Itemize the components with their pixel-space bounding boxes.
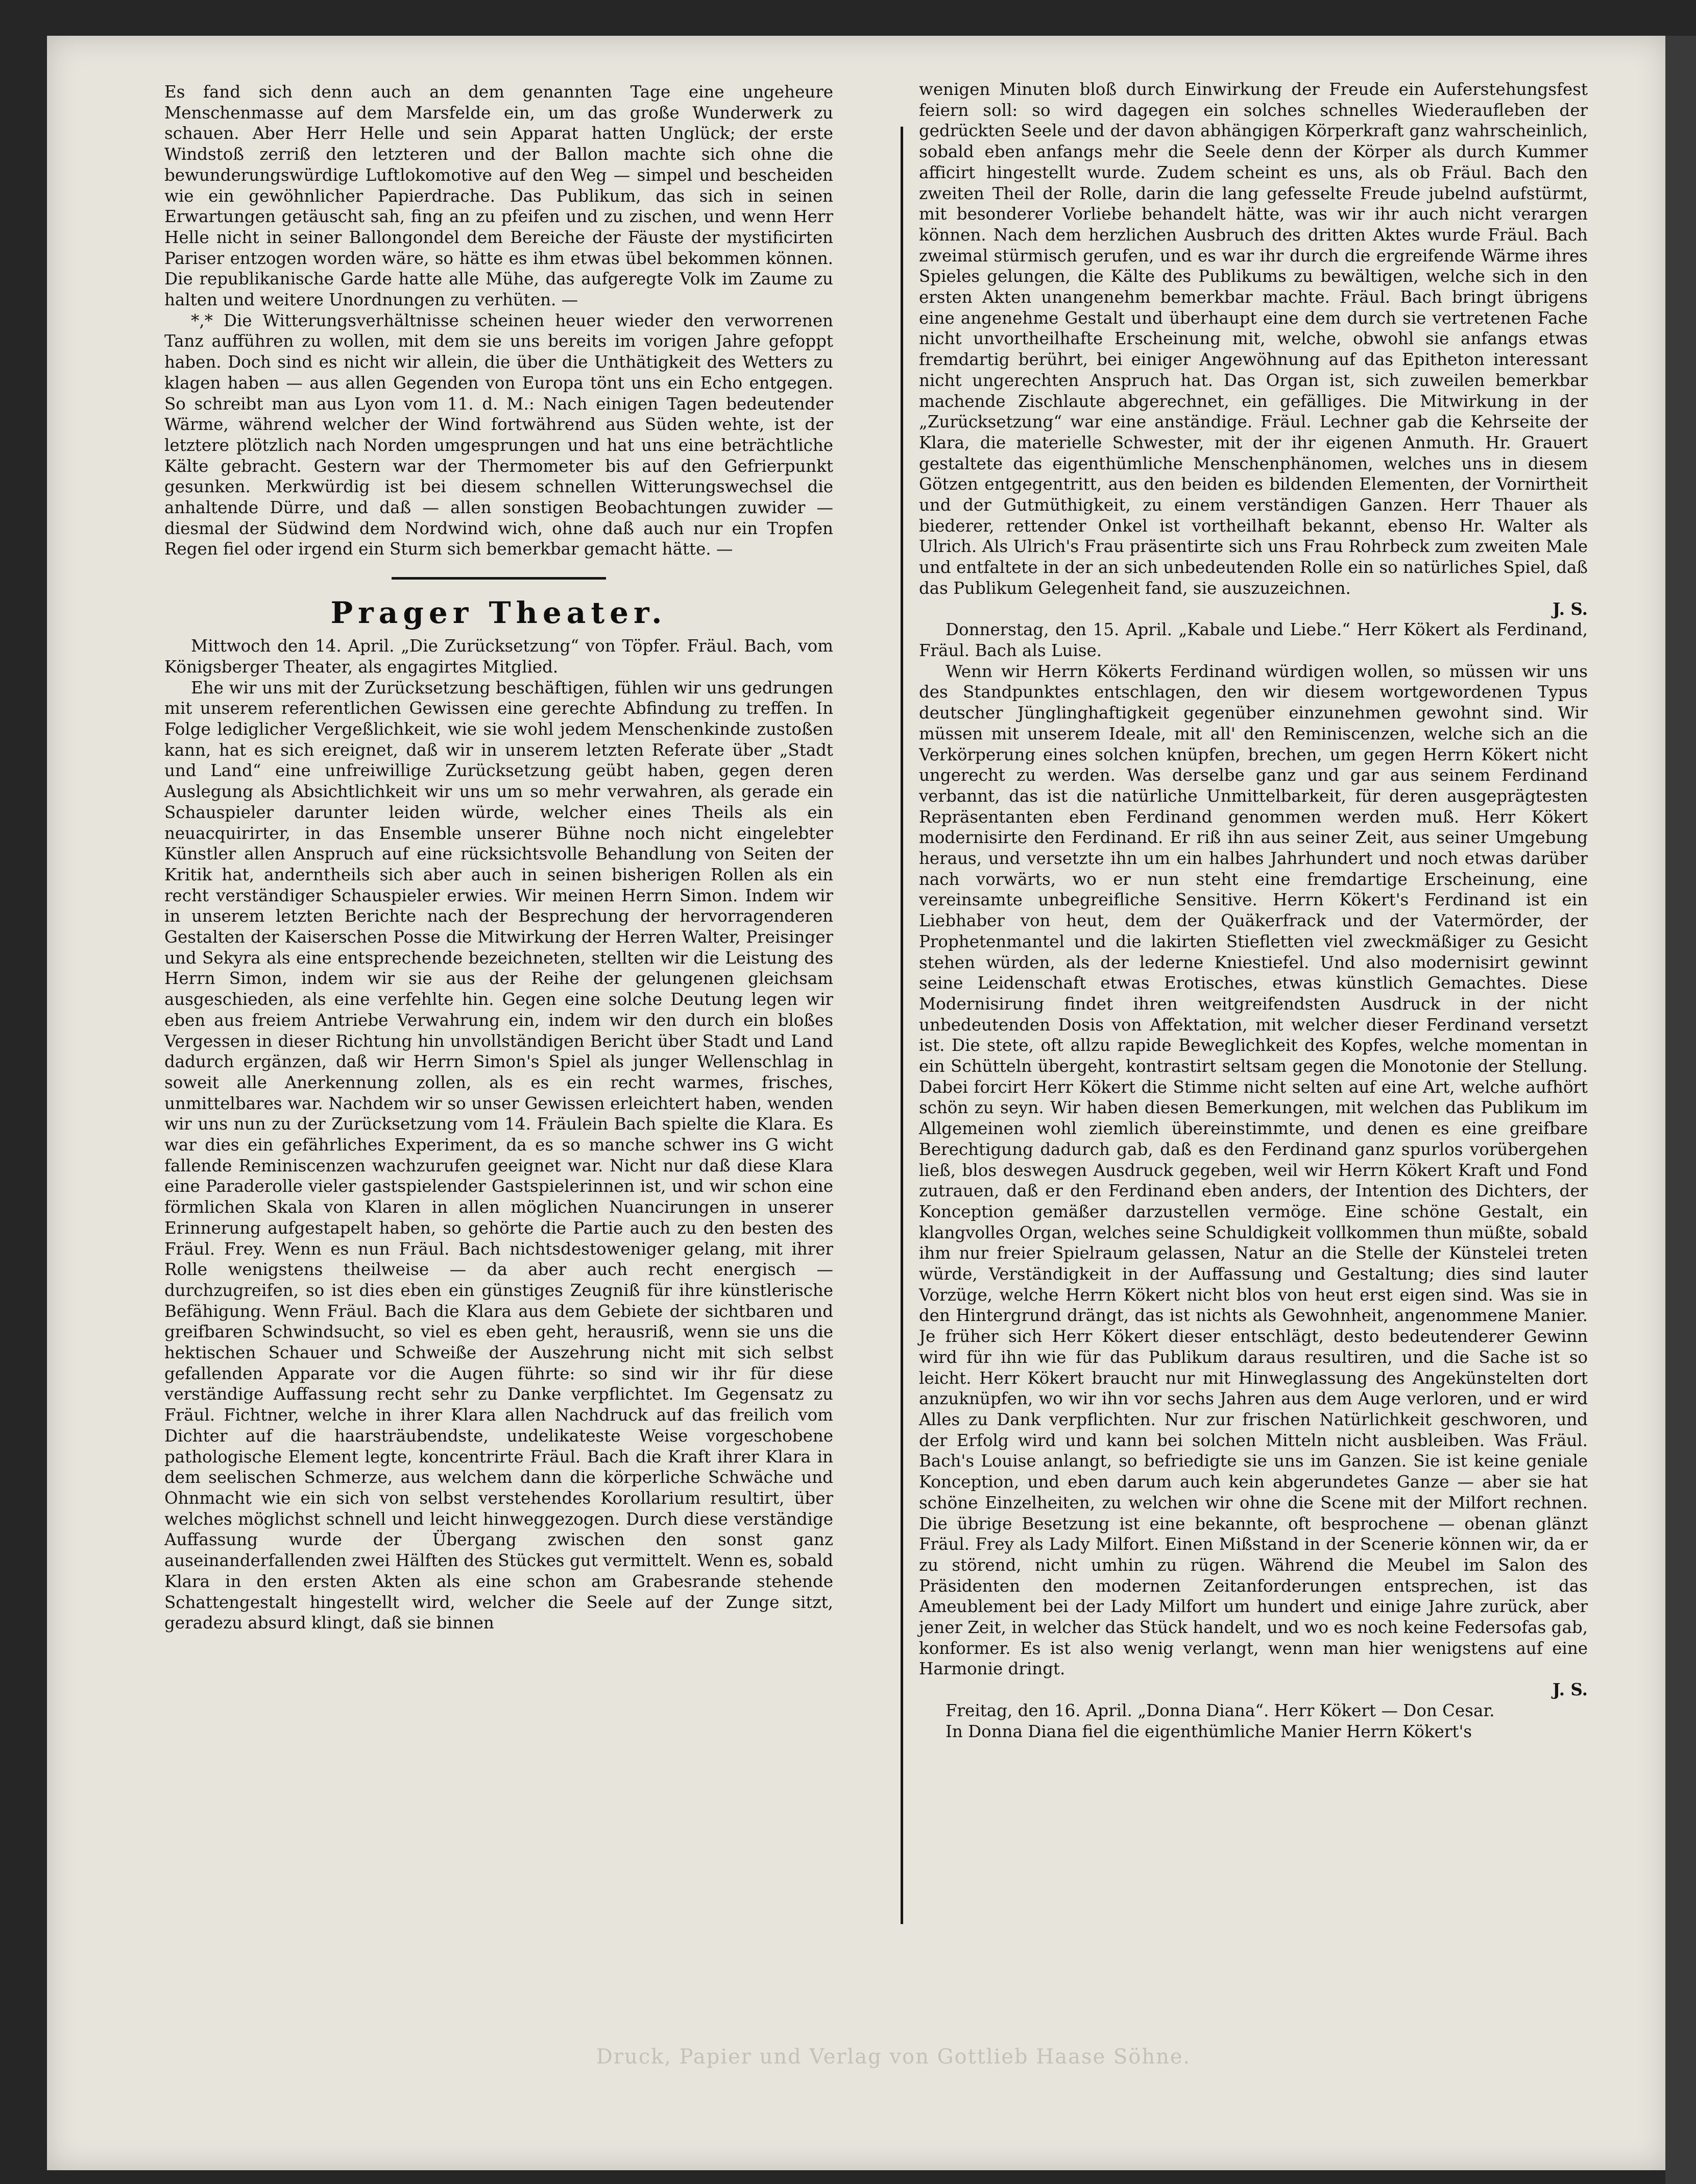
author-signature: J. S. bbox=[1552, 598, 1588, 619]
article-paragraph: Wenn wir Herrn Kökerts Ferdinand würdigen wollen, so müssen wir uns des Standpunktes entschlagen, den wir diesem wortgewordenen Typus deutscher Jünglinghaftigkeit gegenüber einzunehmen gewohnt sind. Wir müssen mit unserem Ideale, mit all' den Reminiscenzen, welche sich an die Verkörperung eines solchen knüpfen, brechen, um gegen Herrn Kökert nicht ungerecht zu werden. Was derselbe ganz und gar aus seinem Ferdinand verbannt, das ist die natürliche Unmittelbarkeit, für deren ausgeprägtesten Repräsentanten eben Ferdinand genommen werden muß. Herr Kökert modernisirte den Ferdinand. Er riß ihn aus seiner Zeit, aus seiner Umgebung heraus, und versetzte ihn um ein halbes Jahrhundert und noch etwas darüber nach vorwärts, wo er nun steht eine fremdartige Erscheinung, eine vereinsamte unbegreifliche Sensitive. Herrn Kökert's Ferdinand ist ein Liebhaber von heut, dem der Quäkerfrack und der Vatermörder, der Prophetenmantel und die lakirten Stiefletten viel zweckmäßiger zu Gesicht stehen würden, als der lederne Kniestiefel. Und also modernisirt gewinnt seine Leidenschaft etwas Erotisches, etwas künstlich Gemachtes. Diese Modernisirung findet ihren weitgreifendsten Ausdruck in der nicht unbedeutenden Dosis von Affektation, mit welcher dieser Ferdinand versetzt ist. Die stete, oft allzu rapide Beweglichkeit des Kopfes, welche momentan in ein Schütteln übergeht, kontrastirt seltsam gegen die Monotonie der Stellung. Dabei forcirt Herr Kökert die Stimme nicht selten auf eine Art, welche aufhört schön zu seyn. Wir haben diesen Bemerkungen, mit welchen das Publikum im Allgemeinen wohl ziemlich übereinstimmte, und denen es eine greifbare Berechtigung dadurch gab, daß es den Ferdinand ganz spurlos vorübergehen ließ, blos deswegen Ausdruck gegeben, weil wir Herrn Kökert Kraft und Fond zutrauen, daß er den Ferdinand eben anders, der Intention des Dichters, der Konception gemäßer darzustellen vermöge. Eine schöne Gestalt, ein klangvolles Organ, welches seine Schuldigkeit vollkommen thun müßte, sobald ihm nur freier Spielraum gelassen, Natur an die Stelle der Künstelei treten würde, Verständigkeit in der Auffassung und Gestaltung; dies sind lauter Vorzüge, welche Herrn Kökert nicht blos von heut erst eigen sind. Was sie in den Hintergrund drängt, das ist nichts als Gewohnheit, angenommene Manier. Je früher sich Herr Kökert dieser entschlägt, desto bedeutenderer Gewinn wird für ihn wie für das Publikum daraus resultiren, und die Sache ist so leicht. Herr Kökert braucht nur mit Hinweglassung des Angekünstelten dort anzuknüpfen, wo wir ihn vor sechs Jahren aus dem Auge verloren, und er wird Alles zu Dank verpflichten. Nur zur frischen Natürlichkeit geschworen, und der Erfolg wird und kann bei solchen Mitteln nicht ausbleiben. Was Fräul. Bach's Louise anlangt, so befriedigte sie uns im Ganzen. Sie ist keine geniale Konception, und eben darum auch kein abgerundetes Ganze — aber sie hat schöne Einzelheiten, zu welchen wir ohne die Scene mit der Milfort rechnen. Die übrige Besetzung ist eine bekannte, oft besprochene — obenan glänzt Fräul. Frey als Lady Milfort. Einen Mißstand in der Scenerie können wir, da er zu störend, nicht umhin zu rügen. Während die Meubel im Salon des Präsidenten den modernen Zeitanforderungen entsprechen, ist das Ameublement bei der Lady Milfort um hundert und einige Jahre zurück, aber jener Zeit, in welcher das Stück handelt, und wo es noch keine Federsofas gab, konformer. Es ist also wenig verlangt, wenn man hier wenigstens auf eine Harmonie dringt. bbox=[919, 661, 1588, 1679]
page-edge-shadow bbox=[1665, 36, 1696, 2184]
article-paragraph: Freitag, den 16. April. „Donna Diana“. Herr Kökert — Don Cesar. bbox=[946, 1700, 1495, 1720]
article-paragraph: Mittwoch den 14. April. „Die Zurücksetzung“ von Töpfer. Fräul. Bach, vom Königsberger Theater, als engagirtes Mitglied. bbox=[164, 636, 833, 677]
article-paragraph: In Donna Diana fiel die eigenthümliche Manier Herrn Kökert's bbox=[946, 1721, 1472, 1741]
section-separator bbox=[392, 577, 606, 580]
article-paragraph: wenigen Minuten bloß durch Einwirkung der Freude ein Auferstehungsfest feiern soll: so wird dagegen ein solches schnelles Wiederaufleben der gedrückten Seele und der davon abhängigen Körperkraft ganz wahrscheinlich, sobald eben anfangs mehr die Seele denn der Körper als durch Kummer afficirt hingestellt wurde. Zudem scheint es uns, als ob Fräul. Bach den zweiten Theil der Rolle, darin die lang gefesselte Freude jubelnd aufstürmt, mit besonderer Vorliebe behandelt hätte, was wir ihr auch nicht verargen können. Nach dem herzlichen Ausbruch des dritten Aktes wurde Fräul. Bach zweimal stürmisch gerufen, und es war ihr durch die ergreifende Wärme ihres Spieles gelungen, die Kälte des Publikums zu bewältigen, welche sich in den ersten Akten unangenehm bemerkbar machte. Fräul. Bach bringt übrigens eine angenehme Gestalt und überhaupt eine dem durch sie vertretenen Fache nicht unvortheilhafte Erscheinung mit, welche, obwohl sie anfangs etwas fremdartig berührt, bei einiger Angewöhnung auf das Epitheton interessant nicht ungerechten Anspruch hat. Das Organ ist, sich zuweilen bemerkbar machende Zischlaute abgerechnet, ein gefälliges. Die Mitwirkung in der „Zurücksetzung“ war eine anständige. Fräul. Lechner gab die Kehrseite der Klara, die materielle Schwester, mit der ihr eigenen Anmuth. Hr. Grauert gestaltete das eigenthümliche Menschenphänomen, welches uns in diesem Götzen entgegentritt, aus den beiden es bildenden Elementen, der Vornirtheit und der Gutmüthigkeit, zu einem verständigen Ganzen. Herr Thauer als biederer, rettender Onkel ist vortheilhaft bekannt, ebenso Hr. Walter als Ulrich. Als Ulrich's Frau präsentirte sich uns Frau Rohrbeck zum zweiten Male und entfaltete in der an sich unbedeutenden Rolle ein so natürliches Spiel, daß das Publikum Gelegenheit fand, sie auszuzeichnen. bbox=[919, 80, 1588, 598]
article-paragraph: Es fand sich denn auch an dem genannten Tage eine ungeheure Menschenmasse auf dem Marsfelde ein, um das große Wunderwerk zu schauen. Aber Herr Helle und sein Apparat hatten Unglück; der erste Windstoß zerriß den letzteren und der Ballon machte sich ohne die bewunderungswürdige Luftlokomotive auf den Weg — simpel und bescheiden wie ein gewöhnlicher Papierdrache. Das Publikum, das sich in seinen Erwartungen getäuscht sah, fing an zu pfeifen und zu zischen, und wenn Herr Helle nicht in seiner Ballongondel dem Bereiche der Fäuste der mystificirten Pariser entzogen worden wäre, so hätte es ihm etwas übel bekommen können. Die republikanische Garde hatte alle Mühe, das aufgeregte Volk im Zaume zu halten und weitere Unordnungen zu verhüten. — bbox=[164, 82, 833, 310]
print-imprint: Druck, Papier und Verlag von Gottlieb Haase Söhne. bbox=[596, 2045, 1191, 2069]
author-signature: J. S. bbox=[1552, 1679, 1588, 1700]
right-column bbox=[919, 79, 1588, 1742]
section-heading: Prager Theater. bbox=[330, 595, 667, 631]
column-divider bbox=[901, 127, 903, 1924]
left-column bbox=[164, 82, 833, 1634]
article-paragraph: *,* Die Witterungsverhältnisse scheinen heuer wieder den verworrenen Tanz aufführen zu wollen, mit dem sie uns bereits im vorigen Jahre gefoppt haben. Doch sind es nicht wir allein, die über die Unthätigkeit des Wetters zu klagen haben — aus allen Gegenden von Europa tönt uns ein Echo entgegen. So schreibt man aus Lyon vom 11. d. M.: Nach einigen Tagen bedeutender Wärme, während welcher der Wind fortwährend aus Süden wehte, ist der letztere plötzlich nach Norden umgesprungen und hat uns eine beträchtliche Kälte gebracht. Gestern war der Thermometer bis auf den Gefrierpunkt gesunken. Merkwürdig ist bei diesem schnellen Witterungswechsel die anhaltende Dürre, und daß — allen sonstigen Beobachtungen zuwider — diesmal der Südwind dem Nordwind wich, ohne daß auch nur ein Tropfen Regen fiel oder irgend ein Sturm sich bemerkbar gemacht hätte. — bbox=[164, 310, 833, 559]
article-paragraph: Ehe wir uns mit der Zurücksetzung beschäftigen, fühlen wir uns gedrungen mit unserem referentlichen Gewissen eine gerechte Abfindung zu treffen. In Folge lediglicher Vergeßlichkeit, wie sie wohl jedem Menschenkinde zustoßen kann, hat es sich ereignet, daß wir in unserem letzten Referate über „Stadt und Land“ eine unfreiwillige Zurücksetzung geübt haben, gegen deren Auslegung als Absichtlichkeit wir uns um so mehr verwahren, als gerade ein Schauspieler darunter leiden würde, welcher eines Theils als ein neuacquirirter, in das Ensemble unserer Bühne noch nicht eingelebter Künstler allen Anspruch auf eine rücksichtsvolle Behandlung von Seiten der Kritik hat, anderntheils sich aber auch in seinen bisherigen Rollen als ein recht verständiger Schauspieler erwies. Wir meinen Herrn Simon. Indem wir in unserem letzten Berichte nach der Besprechung der hervorragenderen Gestalten der Kaiserschen Posse die Mitwirkung der Herren Walter, Preisinger und Sekyra als eine entsprechende bezeichneten, stellten wir die Leistung des Herrn Simon, indem wir sie aus der Reihe der gelungenen gleichsam ausgeschieden, als eine verfehlte hin. Gegen eine solche Deutung legen wir eben aus freiem Antriebe Verwahrung ein, indem wir den durch ein bloßes Vergessen in dieser Richtung hin unvollständigen Bericht über Stadt und Land dadurch ergänzen, daß wir Herrn Simon's Spiel als junger Wellenschlag in soweit alle Anerkennung zollen, als es ein recht warmes, frisches, unmittelbares war. Nachdem wir so unser Gewissen erleichtert haben, wenden wir uns nun zu der Zurücksetzung vom 14. Fräulein Bach spielte die Klara. Es war dies ein gefährliches Experiment, da es so manche schwer ins G wicht fallende Reminiscenzen wachzurufen geeignet war. Nicht nur daß diese Klara eine Paraderolle vieler gastspielender Gastspielerinnen ist, und wir schon eine förmlichen Skala von Klaren in allen möglichen Nuancirungen in unserer Erinnerung aufgestapelt haben, so gehörte die Partie auch zu den besten des Fräul. Frey. Wenn es nun Fräul. Bach nichtsdestoweniger gelang, mit ihrer Rolle wenigstens theilweise — da aber auch recht energisch — durchzugreifen, so ist dies eben ein günstiges Zeugniß für ihre künstlerische Befähigung. Wenn Fräul. Bach die Klara aus dem Gebiete der sichtbaren und greifbaren Schwindsucht, so viel es eben geht, herausriß, wenn sie uns die hektischen Schauer und Schweiße der Auszehrung nicht mit sich selbst gefallenden Apparate vor die Augen führte: so sind wir ihr für diese verständige Auffassung recht sehr zu Danke verpflichtet. Im Gegensatz zu Fräul. Fichtner, welche in ihrer Klara allen Nachdruck auf das freilich vom Dichter auf die haarsträubendste, undelikateste Weise vorgeschobene pathologische Element legte, koncentrirte Fräul. Bach die Kraft ihrer Klara in dem seelischen Schmerze, aus welchem dann die körperliche Schwäche und Ohnmacht wie ein sich von selbst verstehendes Korollarium resultirt, über welches möglichst schnell und leicht hinweggezogen. Durch diese verständige Auffassung wurde der Übergang zwischen den sonst ganz auseinanderfallenden zwei Hälften des Stückes gut vermittelt. Wenn es, sobald Klara in den ersten Akten als eine schon am Grabesrande stehende Schattengestalt hingestellt wird, welcher die Seele auf der Zunge sitzt, geradezu absurd klingt, daß sie binnen bbox=[164, 678, 833, 1633]
article-paragraph: Donnerstag, den 15. April. „Kabale und Liebe.“ Herr Kökert als Ferdinand, Fräul. Bach als Luise. bbox=[919, 620, 1588, 660]
